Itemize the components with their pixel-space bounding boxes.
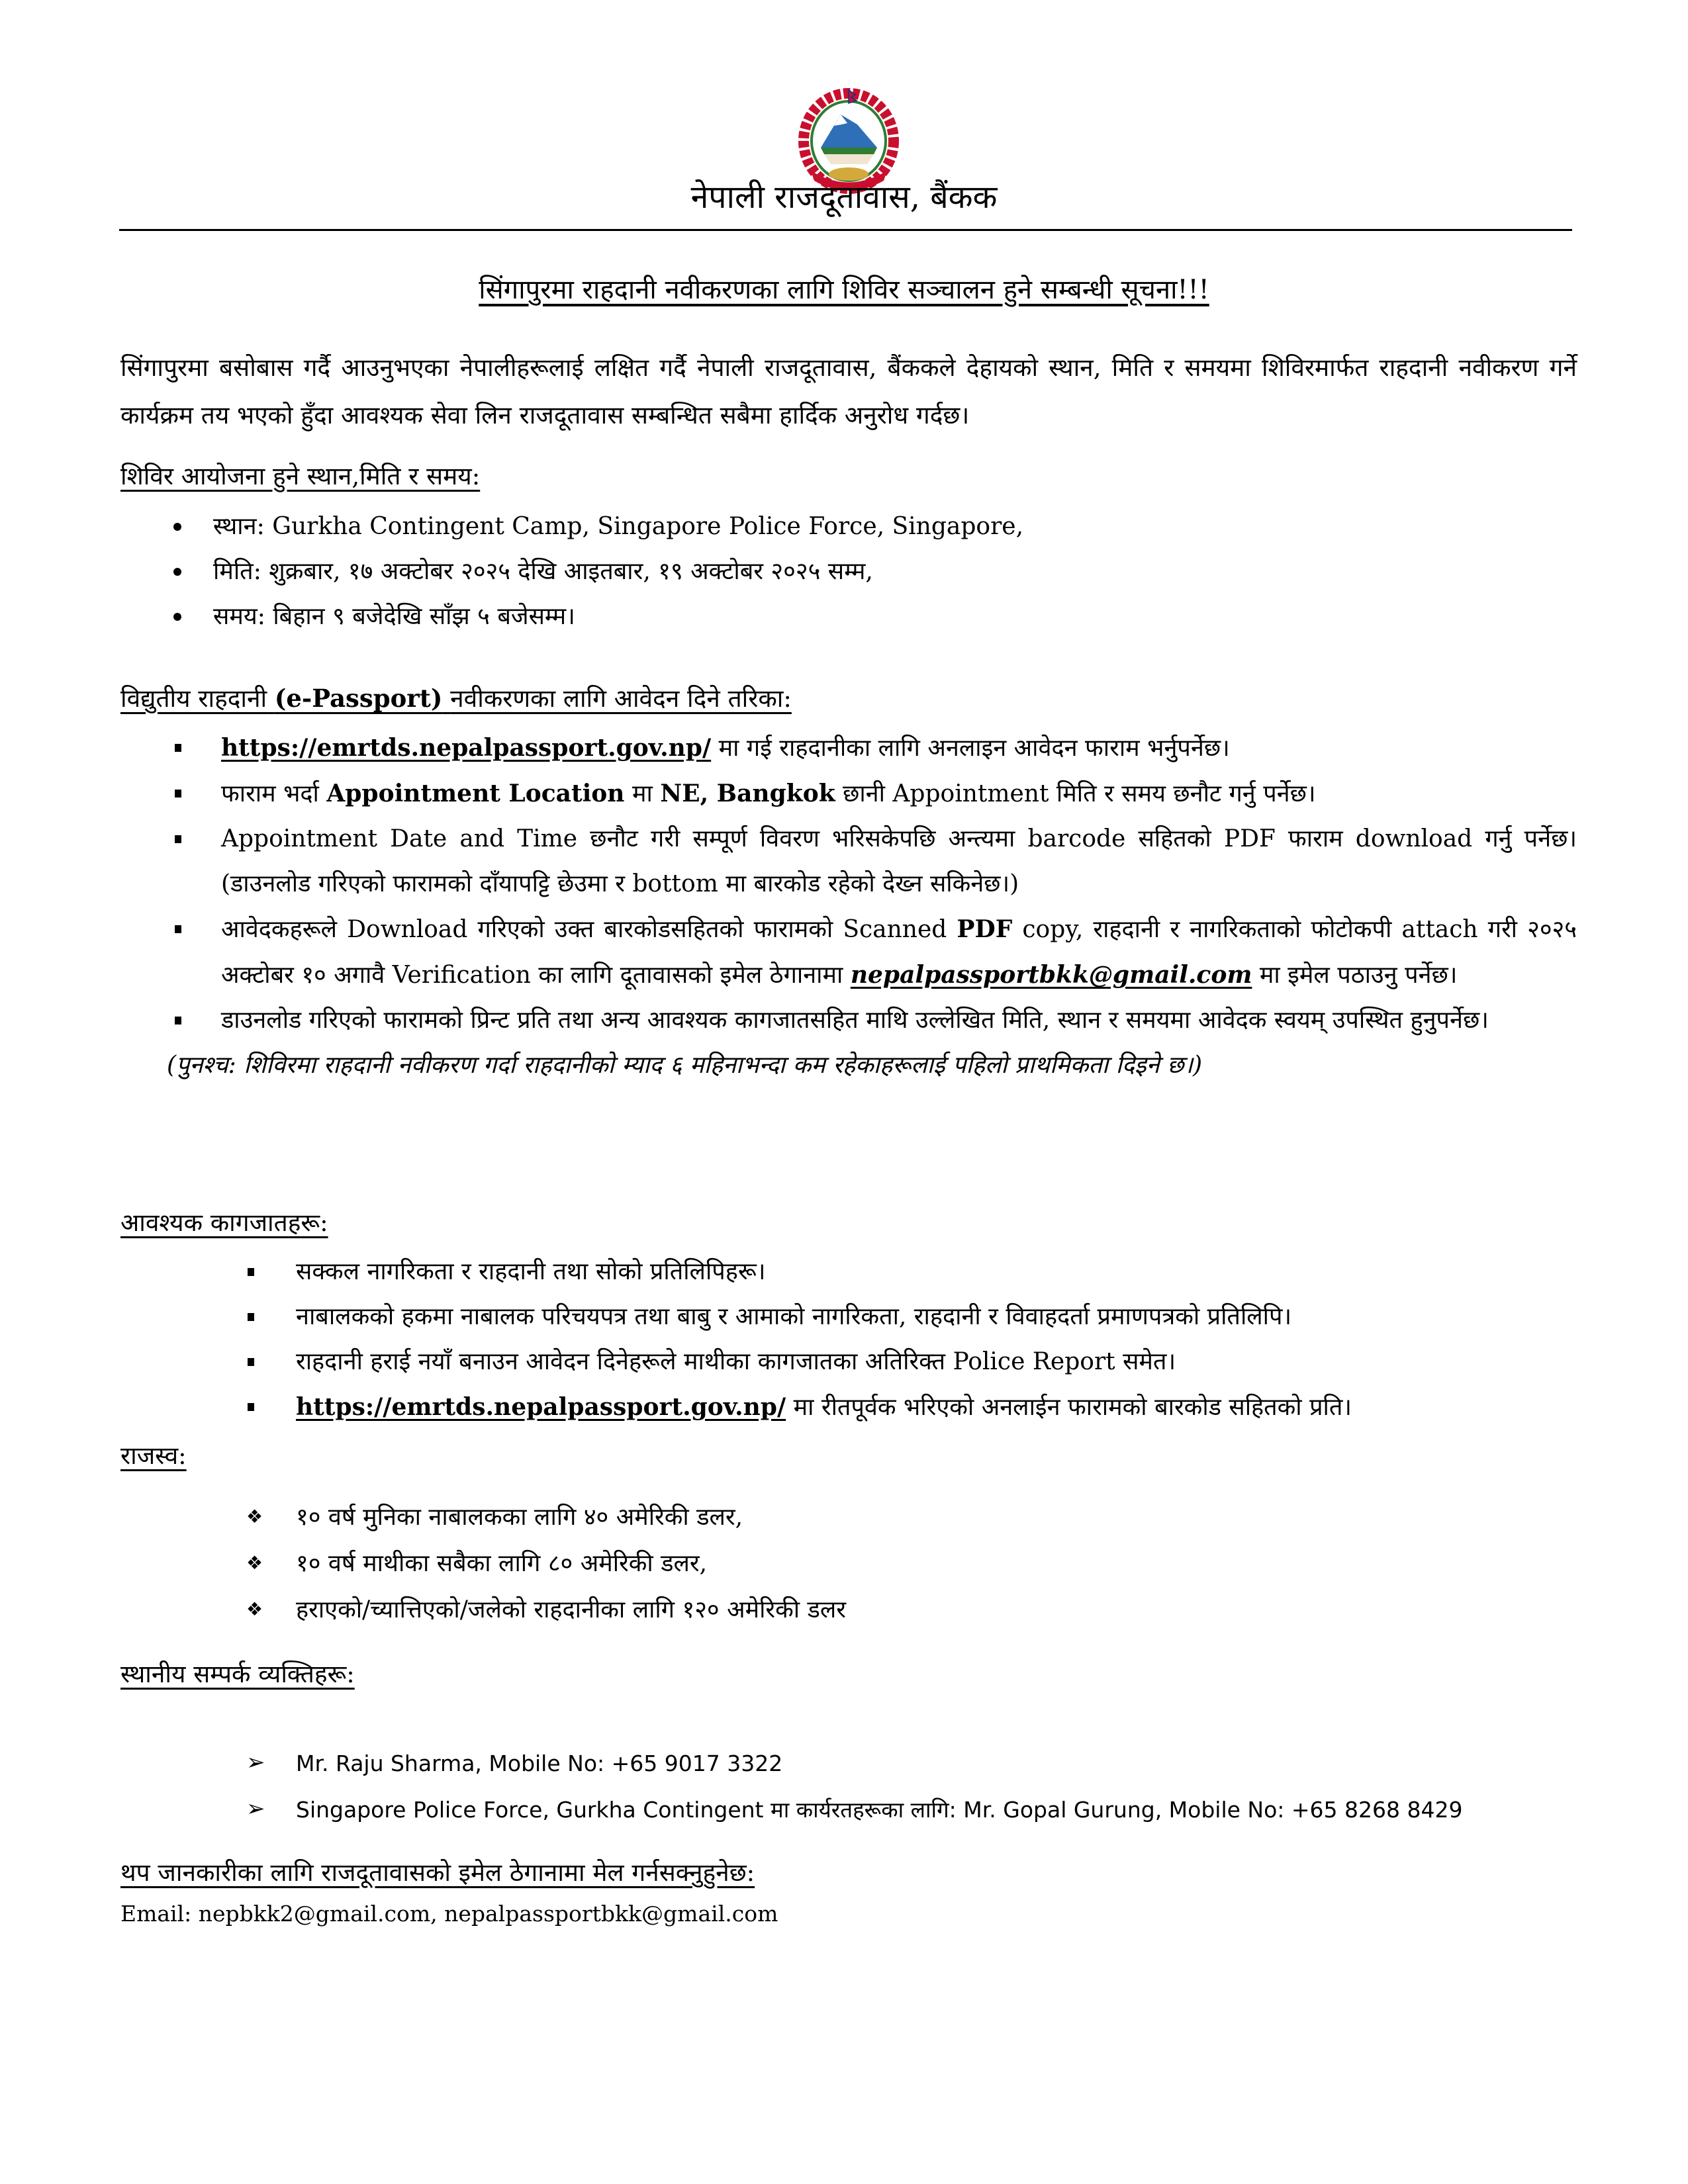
bullet-diamond-icon: ❖ (246, 1552, 263, 1574)
apply-item-text: copy, राहदानी र नागरिकताको फोटोकपी attach गरी २०२५ अक्टोबर १० अगावै Verification का लागि दूतावासको इमेल ठेगानामा (221, 916, 1577, 989)
fee-item (120, 1541, 1577, 1587)
bullet-dot-icon (173, 523, 181, 531)
apply-item-text: Appointment Date and Time छनौट गरी सम्पूर्ण विवरण भरिसकेपछि अन्त्यमा barcode सहितको PDF फाराम download गर्नु पर्नेछ। (डाउनलोड गरिएको फारामको दाँयापट्टि छेउमा र bottom मा बारकोड रहेको देख्न सकिनेछ।) (221, 825, 1577, 897)
verification-email-link[interactable]: nepalpassportbkk@gmail.com (850, 961, 1252, 989)
bullet-arrow-icon: ➢ (246, 1796, 265, 1822)
apply-item-text: फाराम भर्दा (221, 780, 319, 807)
fee-item (120, 1494, 1577, 1541)
document-item (120, 1250, 1577, 1295)
camp-item (120, 549, 1577, 594)
priority-note: (पुनश्च: शिविरमा राहदानी नवीकरण गर्दा राहदानीको म्याद ६ महिनाभन्दा कम रहेकाहरूलाई पहिलो प्राथमिकता दिइने छ।) (167, 1052, 1203, 1079)
contact-emails: Email: nepbkk2@gmail.com, nepalpassportbkk@gmail.com (120, 1901, 778, 1927)
camp-time-label: समय: (213, 603, 265, 630)
header-divider (119, 229, 1572, 231)
fee-item (120, 1587, 1577, 1633)
bullet-square-icon (248, 1313, 254, 1321)
more-info-heading: थप जानकारीका लागि राजदूतावासको इमेल ठेगानामा मेल गर्नसक्नुहुनेछ: (120, 1858, 755, 1887)
office-title: नेपाली राजदूतावास, बैंकक (690, 179, 998, 216)
apply-item (120, 725, 1577, 771)
bullet-diamond-icon: ❖ (246, 1506, 263, 1527)
apply-item (120, 998, 1577, 1043)
bullet-square-icon (175, 790, 181, 797)
apply-heading-pre: विद्युतीय राहदानी (120, 684, 267, 713)
more-info-section (120, 1853, 1577, 1933)
fees-heading: राजस्व: (120, 1441, 187, 1470)
camp-time-value: बिहान ९ बजेदेखि साँझ ५ बजेसम्म। (273, 603, 575, 630)
apply-item (120, 817, 1577, 907)
camp-location-value: Gurkha Contingent Camp, Singapore Police Force, Singapore, (272, 513, 1024, 540)
document-item (120, 1385, 1577, 1430)
contacts-heading: स्थानीय सम्पर्क व्यक्तिहरू: (120, 1660, 355, 1688)
fee-item-text: १० वर्ष मुनिका नाबालकका लागि ४० अमेरिकी डलर, (296, 1504, 743, 1531)
contact-item-text: Singapore Police Force, Gurkha Contingent मा कार्यरतहरूका लागि: Mr. Gopal Gurung, Mobile No: +65 8268 8429 (296, 1797, 1463, 1823)
bullet-square-icon (248, 1358, 254, 1366)
camp-section (120, 457, 1577, 639)
camp-heading: शिविर आयोजना हुने स्थान,मिति र समय: (120, 462, 481, 490)
apply-item-bold: NE, Bangkok (660, 780, 835, 807)
fee-item-text: १० वर्ष माथीका सबैका लागि ८० अमेरिकी डलर, (296, 1550, 708, 1577)
apply-item-text: डाउनलोड गरिएको फारामको प्रिन्ट प्रति तथा अन्य आवश्यक कागजातसहित माथि उल्लेखित मिति, स्थान र समयमा आवेदक स्वयम् उपस्थित हुनुपर्नेछ। (221, 1007, 1489, 1034)
notice-title: सिंगापुरमा राहदानी नवीकरणका लागि शिविर सञ्चालन हुने सम्बन्धी सूचना!!! (479, 275, 1209, 305)
apply-item (120, 907, 1577, 998)
passport-portal-link[interactable]: https://emrtds.nepalpassport.gov.np/ (221, 734, 712, 762)
fees-section (120, 1436, 1577, 1633)
bullet-square-icon (175, 744, 181, 752)
document-item (120, 1295, 1577, 1340)
apply-heading-post: नवीकरणका लागि आवेदन दिने तरिका: (450, 684, 792, 713)
apply-item-text: आवेदकहरूले Download गरिएको उक्त बारकोडसहितको फारामको Scanned (221, 916, 947, 943)
bullet-dot-icon (173, 568, 181, 576)
camp-item (120, 504, 1577, 549)
apply-heading (120, 678, 1577, 719)
contact-item (120, 1741, 1577, 1787)
bullet-square-icon (175, 835, 181, 843)
bullet-diamond-icon: ❖ (246, 1598, 263, 1620)
bullet-square-icon (248, 1268, 254, 1276)
apply-section (120, 678, 1577, 1088)
contacts-section (120, 1655, 1577, 1833)
documents-heading: आवश्यक कागजातहरू: (120, 1208, 328, 1237)
camp-date-label: मिति: (213, 558, 261, 585)
passport-portal-link[interactable]: https://emrtds.nepalpassport.gov.np/ (296, 1393, 786, 1421)
bullet-arrow-icon: ➢ (246, 1749, 265, 1776)
contact-item (120, 1787, 1567, 1833)
apply-item-text: मा इमेल पठाउनु पर्नेछ। (1259, 962, 1458, 989)
intro-paragraph: सिंगापुरमा बसोबास गर्दै आउनुभएका नेपालीहरूलाई लक्षित गर्दै नेपाली राजदूतावास, बैंककले देहायको स्थान, मिति र समयमा शिविरमार्फत राहदानी नवीकरण गर्ने कार्यक्रम तय भएको हुँदा आवश्यक सेवा लिन राजदूतावास सम्बन्धित सबैमा हार्दिक अनुरोध गर्दछ। (120, 353, 1577, 430)
apply-item-bold: PDF (957, 915, 1013, 943)
apply-item-text: छानी Appointment मिति र समय छनौट गर्नु पर्नेछ। (843, 780, 1316, 807)
camp-item (120, 594, 1577, 639)
camp-location-label: स्थान: (213, 513, 265, 540)
documents-section (120, 1203, 1577, 1430)
fee-item-text: हराएको/च्यात्तिएको/जलेको राहदानीका लागि १२० अमेरिकी डलर (296, 1596, 846, 1623)
apply-heading-en: (e-Passport) (274, 684, 443, 713)
bullet-dot-icon (173, 613, 181, 621)
document-item (120, 1340, 1577, 1385)
document-item-text: राहदानी हराई नयाँ बनाउन आवेदन दिनेहरूले माथीका कागजातका अतिरिक्त Police Report समेत। (296, 1348, 1176, 1375)
document-item-text: मा रीतपूर्वक भरिएको अनलाईन फारामको बारकोड सहितको प्रति। (793, 1394, 1352, 1421)
apply-item (120, 771, 1577, 817)
contact-item-text: Mr. Raju Sharma, Mobile No: +65 9017 3322 (296, 1751, 783, 1776)
apply-item-text: मा (632, 780, 653, 807)
document-item-text: नाबालकको हकमा नाबालक परिचयपत्र तथा बाबु र आमाको नागरिकता, राहदानी र विवाहदर्ता प्रमाणपत्रको प्रतिलिपि। (296, 1303, 1292, 1330)
document-item-text: सक्कल नागरिकता र राहदानी तथा सोको प्रतिलिपिहरू। (296, 1258, 766, 1285)
bullet-square-icon (248, 1403, 254, 1411)
bullet-square-icon (175, 1017, 181, 1024)
apply-item-text: मा गई राहदानीका लागि अनलाइन आवेदन फाराम भर्नुपर्नेछ। (718, 735, 1230, 762)
camp-date-value: शुक्रबार, १७ अक्टोबर २०२५ देखि आइतबार, १९ अक्टोबर २०२५ सम्म, (269, 558, 873, 585)
apply-item-bold: Appointment Location (326, 780, 625, 807)
bullet-square-icon (175, 925, 181, 933)
